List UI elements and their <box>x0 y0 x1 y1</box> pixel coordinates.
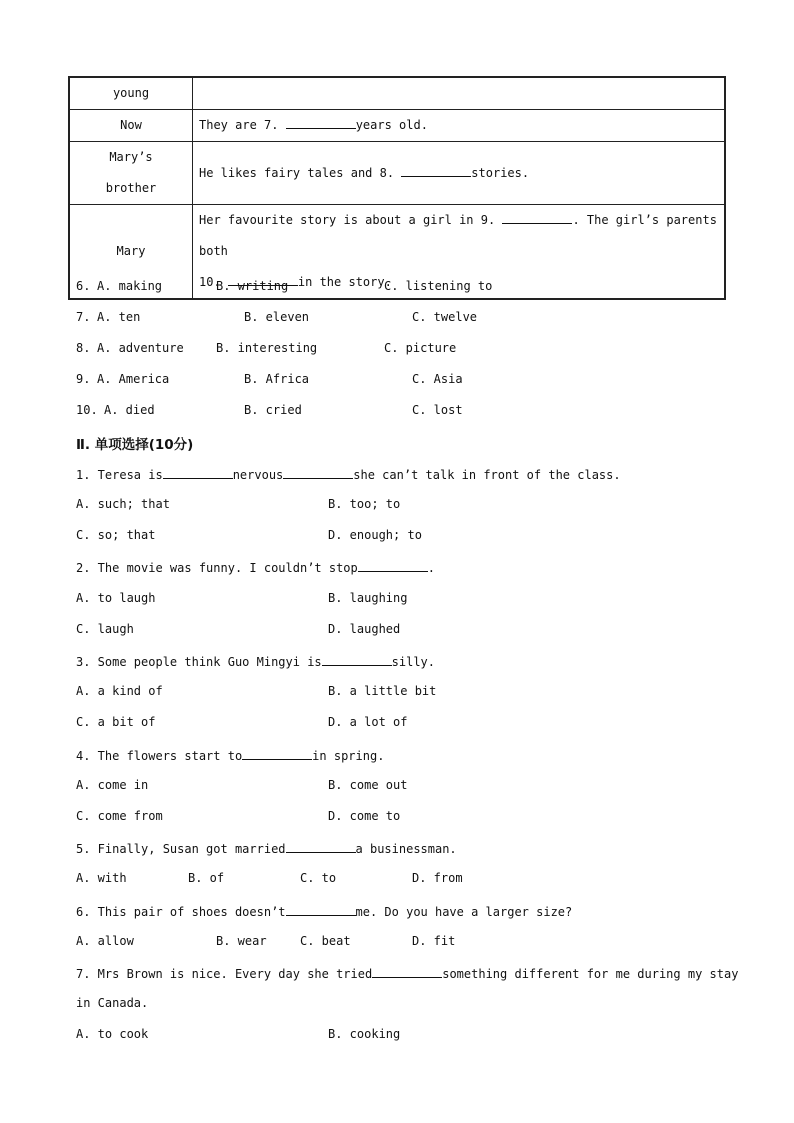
option-d[interactable]: D. a lot of <box>328 715 408 729</box>
option-d[interactable]: D. from <box>412 871 463 885</box>
question-text: in spring. <box>312 749 385 763</box>
question-number: 6. <box>76 279 91 293</box>
answer-blank[interactable] <box>372 965 442 978</box>
row-label: Now <box>69 110 193 142</box>
question-4 <box>76 747 384 763</box>
option-c[interactable]: C. come from <box>76 809 163 823</box>
question-number: 8. <box>76 341 91 355</box>
content-text: They are 7. <box>199 118 286 132</box>
option-a[interactable]: A. such; that <box>76 497 170 511</box>
option-d[interactable]: D. come to <box>328 809 401 823</box>
option-c[interactable]: C. so; that <box>76 528 156 542</box>
option-c[interactable]: C. twelve <box>412 310 478 324</box>
option-b[interactable]: B. come out <box>328 778 408 792</box>
option-c[interactable]: C. beat <box>300 934 351 948</box>
content-text: He likes fairy tales and 8. <box>199 165 402 180</box>
option-d[interactable]: D. laughed <box>328 622 401 636</box>
section-heading: Ⅱ. 单项选择(10分) <box>76 437 194 453</box>
content-text: 10. <box>199 275 228 289</box>
option-a[interactable]: A. America <box>97 372 170 386</box>
option-b[interactable]: B. too; to <box>328 497 401 511</box>
option-a[interactable]: A. to laugh <box>76 591 156 605</box>
answer-blank[interactable] <box>163 466 233 479</box>
option-a[interactable]: A. to cook <box>76 1027 149 1041</box>
option-c[interactable]: C. Asia <box>412 372 463 386</box>
answer-blank[interactable] <box>242 747 312 760</box>
question-text: 3. Some people think Guo Mingyi is <box>76 655 322 669</box>
content-text: . The girl’s parents both <box>199 213 717 258</box>
table-row <box>69 77 725 110</box>
question-text: a businessman. <box>355 842 457 856</box>
option-a[interactable]: A. allow <box>76 934 134 948</box>
question-7-continued: in Canada. <box>76 996 149 1010</box>
table-row <box>69 142 725 205</box>
option-b[interactable]: B. a little bit <box>328 684 437 698</box>
label-line: Mary’s <box>109 150 153 164</box>
answer-blank[interactable] <box>358 559 428 572</box>
question-text: silly. <box>391 655 435 669</box>
question-text: 5. Finally, Susan got married <box>76 842 286 856</box>
option-a[interactable]: A. a kind of <box>76 684 163 698</box>
question-number: 7. <box>76 310 91 324</box>
option-b[interactable]: B. of <box>188 871 225 885</box>
question-7 <box>76 965 738 981</box>
option-a[interactable]: A. with <box>76 871 127 885</box>
question-text: . <box>427 561 435 575</box>
option-b[interactable]: B. cooking <box>328 1027 401 1041</box>
row-label <box>69 142 193 205</box>
answer-blank[interactable] <box>286 903 356 916</box>
row-label: young <box>69 77 193 110</box>
story-info-table <box>68 76 726 300</box>
question-5 <box>76 840 457 856</box>
option-b[interactable]: B. eleven <box>244 310 310 324</box>
option-c[interactable]: C. picture <box>384 341 457 355</box>
row-content <box>193 142 726 205</box>
option-c[interactable]: C. a bit of <box>76 715 156 729</box>
question-6 <box>76 903 572 919</box>
option-a[interactable]: A. making <box>97 279 163 293</box>
content-text: stories. <box>471 165 530 180</box>
option-b[interactable]: B. laughing <box>328 591 408 605</box>
option-b[interactable]: B. writing <box>216 279 289 293</box>
option-b[interactable]: B. wear <box>216 934 267 948</box>
option-a[interactable]: A. died <box>104 403 155 417</box>
option-a[interactable]: A. ten <box>97 310 141 324</box>
question-1 <box>76 466 621 482</box>
option-d[interactable]: D. fit <box>412 934 456 948</box>
question-text: something different for me during my stay <box>442 967 739 981</box>
option-a[interactable]: A. adventure <box>97 341 184 355</box>
option-c[interactable]: C. listening to <box>384 279 493 293</box>
question-number: 10. <box>76 403 98 417</box>
question-text: she can’t talk in front of the class. <box>353 468 621 482</box>
question-2 <box>76 559 435 575</box>
question-text: 2. The movie was funny. I couldn’t stop <box>76 561 358 575</box>
option-c[interactable]: C. lost <box>412 403 463 417</box>
question-3 <box>76 653 435 669</box>
option-d[interactable]: D. enough; to <box>328 528 422 542</box>
content-text: in the story. <box>297 275 392 289</box>
row-content <box>193 110 726 142</box>
option-a[interactable]: A. come in <box>76 778 149 792</box>
answer-blank[interactable] <box>286 840 356 853</box>
answer-blank[interactable] <box>283 466 353 479</box>
option-c[interactable]: C. laugh <box>76 622 134 636</box>
question-text: nervous <box>232 468 284 482</box>
option-c[interactable]: C. to <box>300 871 337 885</box>
label-line: brother <box>105 181 157 195</box>
answer-blank-8[interactable] <box>401 164 471 177</box>
answer-blank[interactable] <box>322 653 392 666</box>
option-b[interactable]: B. Africa <box>244 372 310 386</box>
content-text: years old. <box>355 118 428 132</box>
answer-blank-7[interactable] <box>286 116 356 129</box>
question-text: 6. This pair of shoes doesn’t <box>76 905 286 919</box>
question-text: 4. The flowers start to <box>76 749 243 763</box>
question-number: 9. <box>76 372 91 386</box>
row-content <box>193 77 726 110</box>
answer-blank-9[interactable] <box>502 211 572 224</box>
question-text: 7. Mrs Brown is nice. Every day she tried <box>76 967 373 981</box>
question-text: 1. Teresa is <box>76 468 163 482</box>
option-b[interactable]: B. interesting <box>216 341 318 355</box>
option-b[interactable]: B. cried <box>244 403 302 417</box>
table-row <box>69 110 725 142</box>
content-text: Her favourite story is about a girl in 9. <box>199 213 503 227</box>
row-label: Mary <box>69 205 193 300</box>
question-text: me. Do you have a larger size? <box>355 905 573 919</box>
